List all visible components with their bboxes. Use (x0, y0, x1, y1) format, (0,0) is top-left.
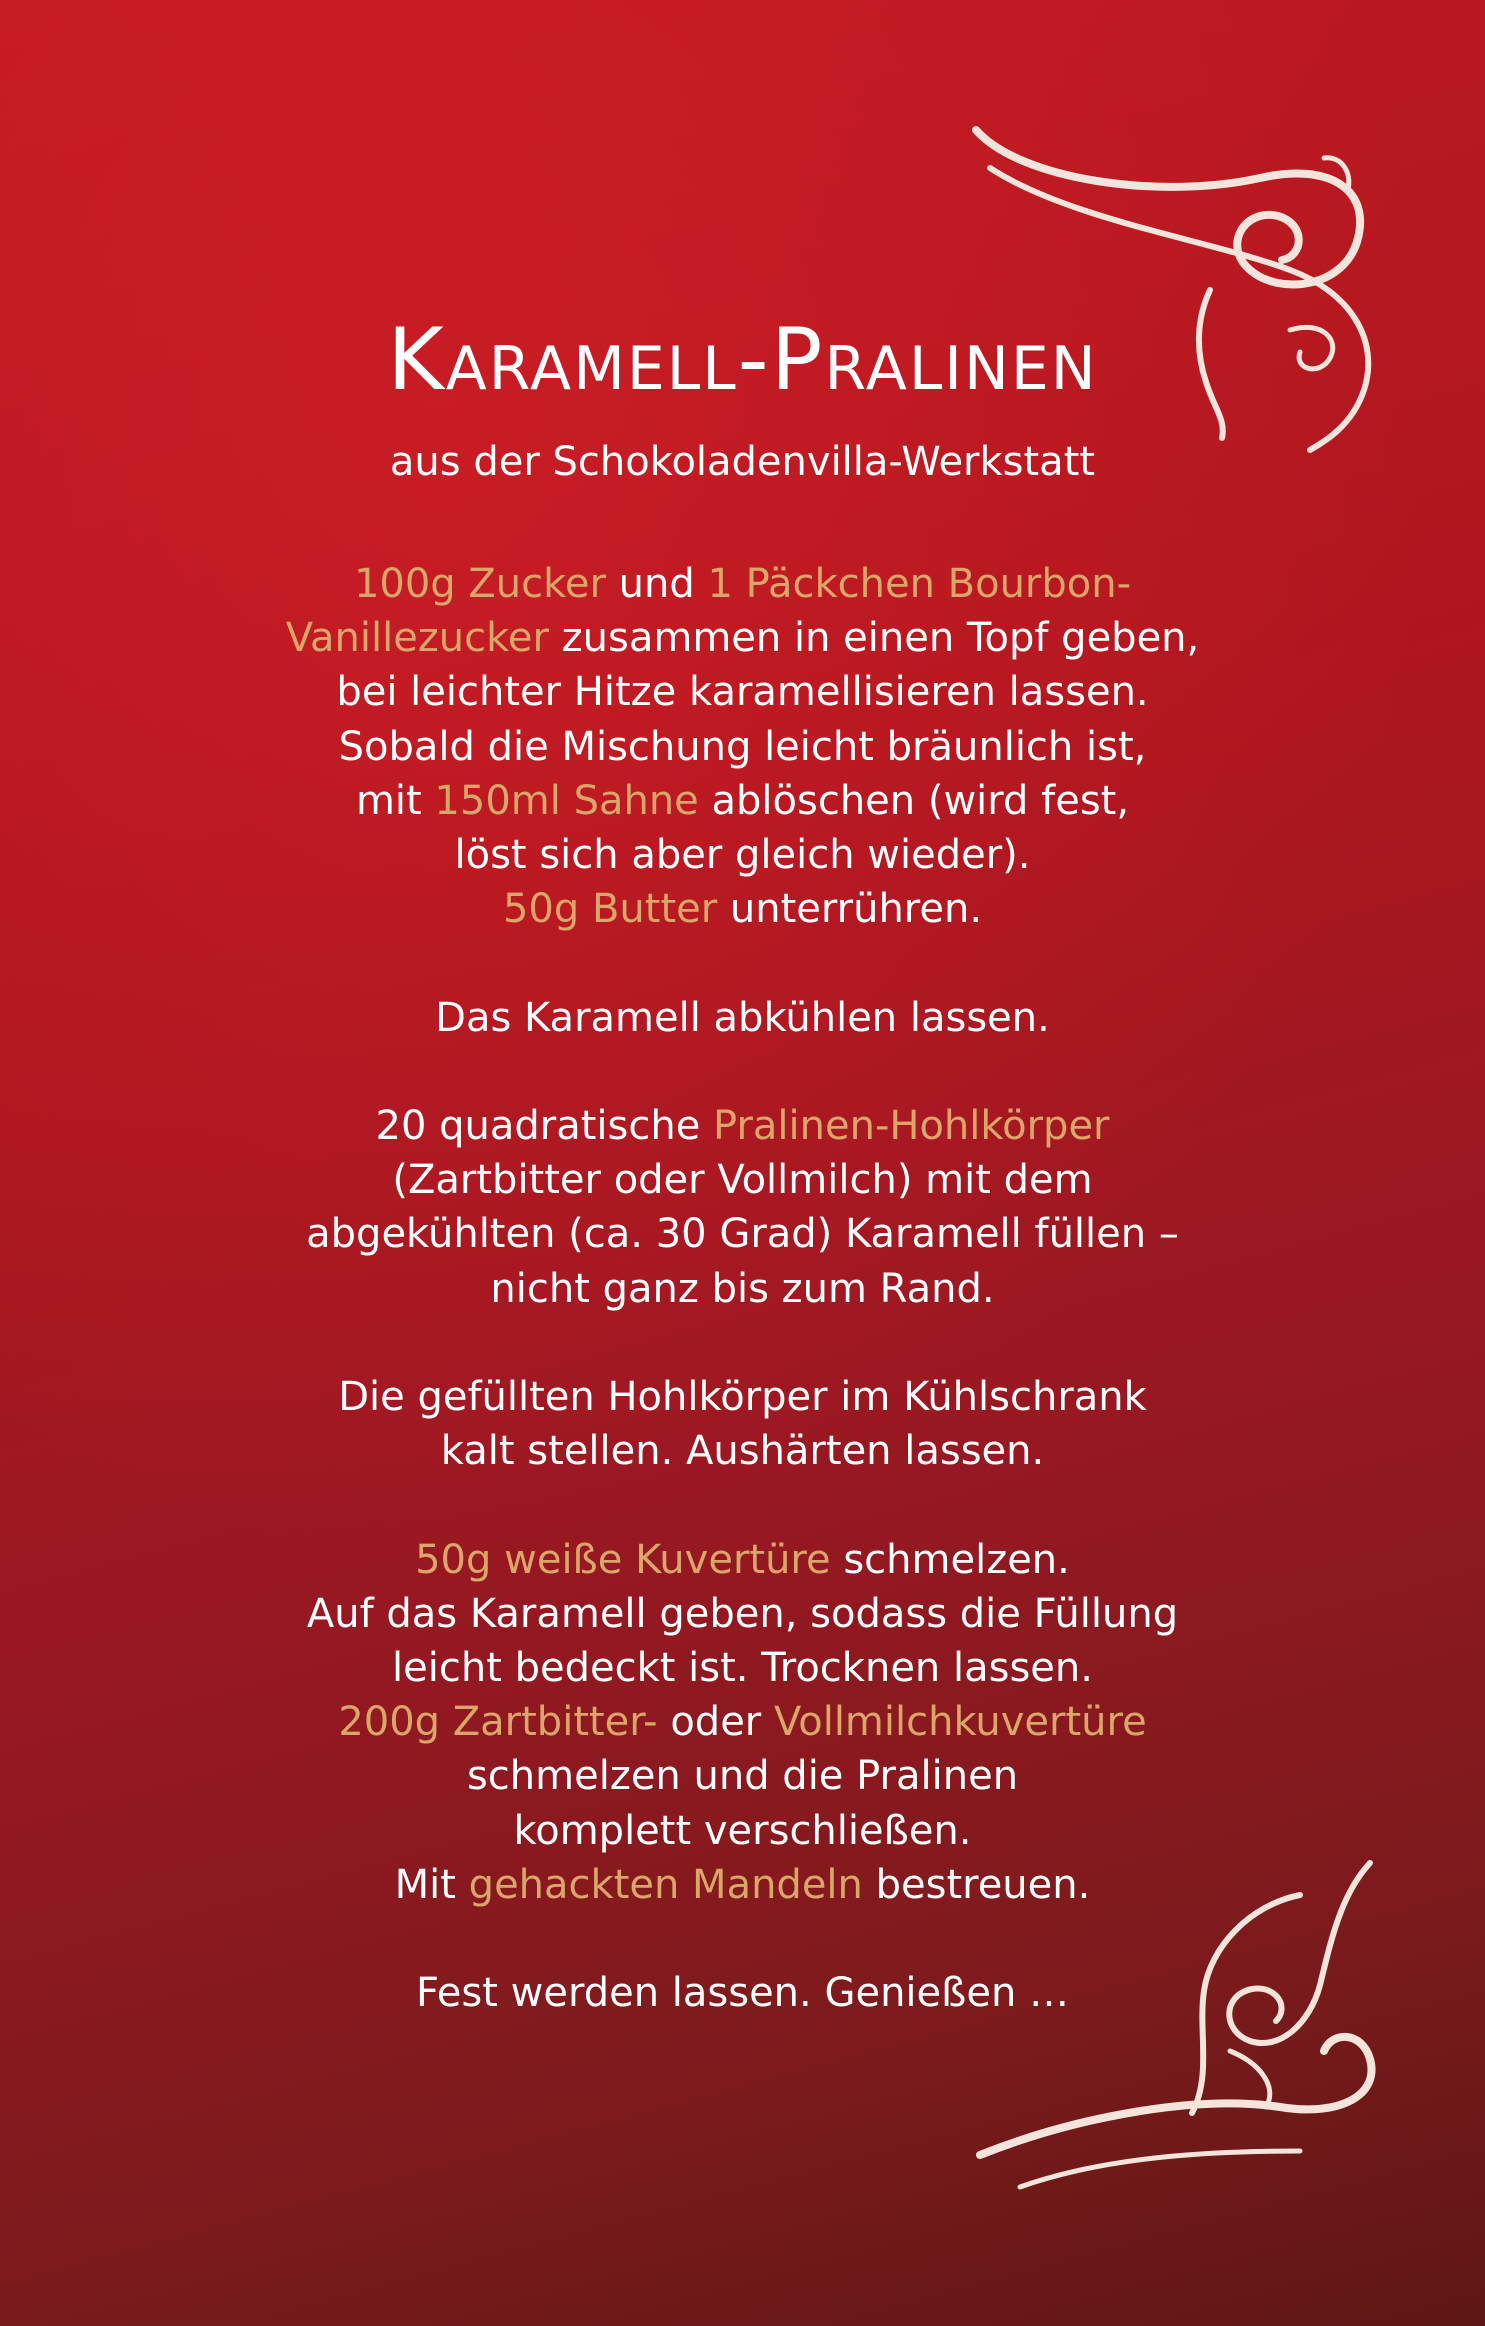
step-4-line-1: Die gefüllten Hohlkörper im Kühlschrank (338, 1374, 1147, 1420)
ingredient-almonds: gehackten Mandeln (468, 1861, 863, 1908)
step-5-line-2: Auf das Karamell geben, sodass die Füllung (306, 1590, 1179, 1637)
step-1-line-6: löst sich aber gleich wieder). (454, 832, 1031, 879)
step-1-line-5 (0, 774, 1485, 828)
step-5-line-1 (0, 1533, 1485, 1587)
text-fragment: oder (657, 1699, 774, 1746)
ingredient-vanilla-sugar-part-2: Vanillezucker (285, 615, 549, 662)
ingredient-praline-shells: Pralinen-Hohlkörper (713, 1103, 1110, 1149)
step-6-line-1: Fest werden lassen. Genießen … (415, 1970, 1070, 2017)
step-1-line-3: bei leichter Hitze karamellisieren lassen. (336, 669, 1149, 716)
paragraph-gap (0, 936, 1485, 990)
ingredient-butter: 50g Butter (502, 886, 718, 933)
step-5-line-6: komplett verschließen. (513, 1807, 972, 1854)
paragraph-gap (0, 1045, 1485, 1099)
paragraph-gap (0, 1316, 1485, 1370)
step-5-line-3: leicht bedeckt ist. Trocknen lassen. (392, 1645, 1093, 1691)
step-1-line-1 (0, 557, 1485, 611)
step-1-line-7 (0, 882, 1485, 936)
ingredient-vanilla-sugar-part-1: 1 Päckchen Bourbon- (707, 561, 1132, 607)
step-2-line-1: Das Karamell abkühlen lassen. (435, 994, 1050, 1041)
text-fragment: und (605, 561, 708, 607)
text-fragment: schmelzen. (830, 1536, 1070, 1583)
step-3-line-2: (Zartbitter oder Vollmilch) mit dem (392, 1157, 1093, 1204)
ingredient-white-couverture: 50g weiße Kuvertüre (415, 1536, 831, 1583)
step-3-line-3: abgekühlten (ca. 30 Grad) Karamell füllen – (306, 1211, 1179, 1258)
step-5-line-4 (0, 1695, 1485, 1749)
text-fragment: mit (355, 777, 435, 824)
ingredient-sugar: 100g Zucker (353, 561, 606, 607)
text-fragment: zusammen in einen Topf geben, (548, 615, 1200, 662)
ingredient-milk-couverture: Vollmilchkuvertüre (773, 1699, 1147, 1746)
text-fragment: ablöschen (wird fest, (698, 777, 1130, 824)
step-1-line-2 (0, 611, 1485, 665)
step-5-line-5: schmelzen und die Pralinen (466, 1753, 1019, 1800)
step-3-line-1 (0, 1099, 1485, 1153)
recipe-subtitle: aus der Schokoladenvilla-Werkstatt (389, 439, 1096, 485)
text-fragment: 20 quadratische (375, 1103, 714, 1149)
text-fragment: Mit (394, 1861, 469, 1908)
step-3-line-4: nicht ganz bis zum Rand. (490, 1265, 995, 1312)
ingredient-dark-couverture: 200g Zartbitter- (338, 1699, 658, 1746)
paragraph-gap (0, 1478, 1485, 1532)
step-5-line-7 (0, 1858, 1485, 1912)
ingredient-cream: 150ml Sahne (434, 777, 699, 824)
step-1-line-4: Sobald die Mischung leicht bräunlich ist, (338, 723, 1147, 770)
text-fragment: bestreuen. (862, 1861, 1091, 1908)
step-4-line-2: kalt stellen. Aushärten lassen. (440, 1428, 1045, 1475)
recipe-title: Karamell-Pralinen (387, 310, 1098, 410)
paragraph-gap (0, 1912, 1485, 1966)
text-fragment: unterrühren. (717, 886, 983, 933)
recipe-instructions (0, 557, 1485, 2020)
